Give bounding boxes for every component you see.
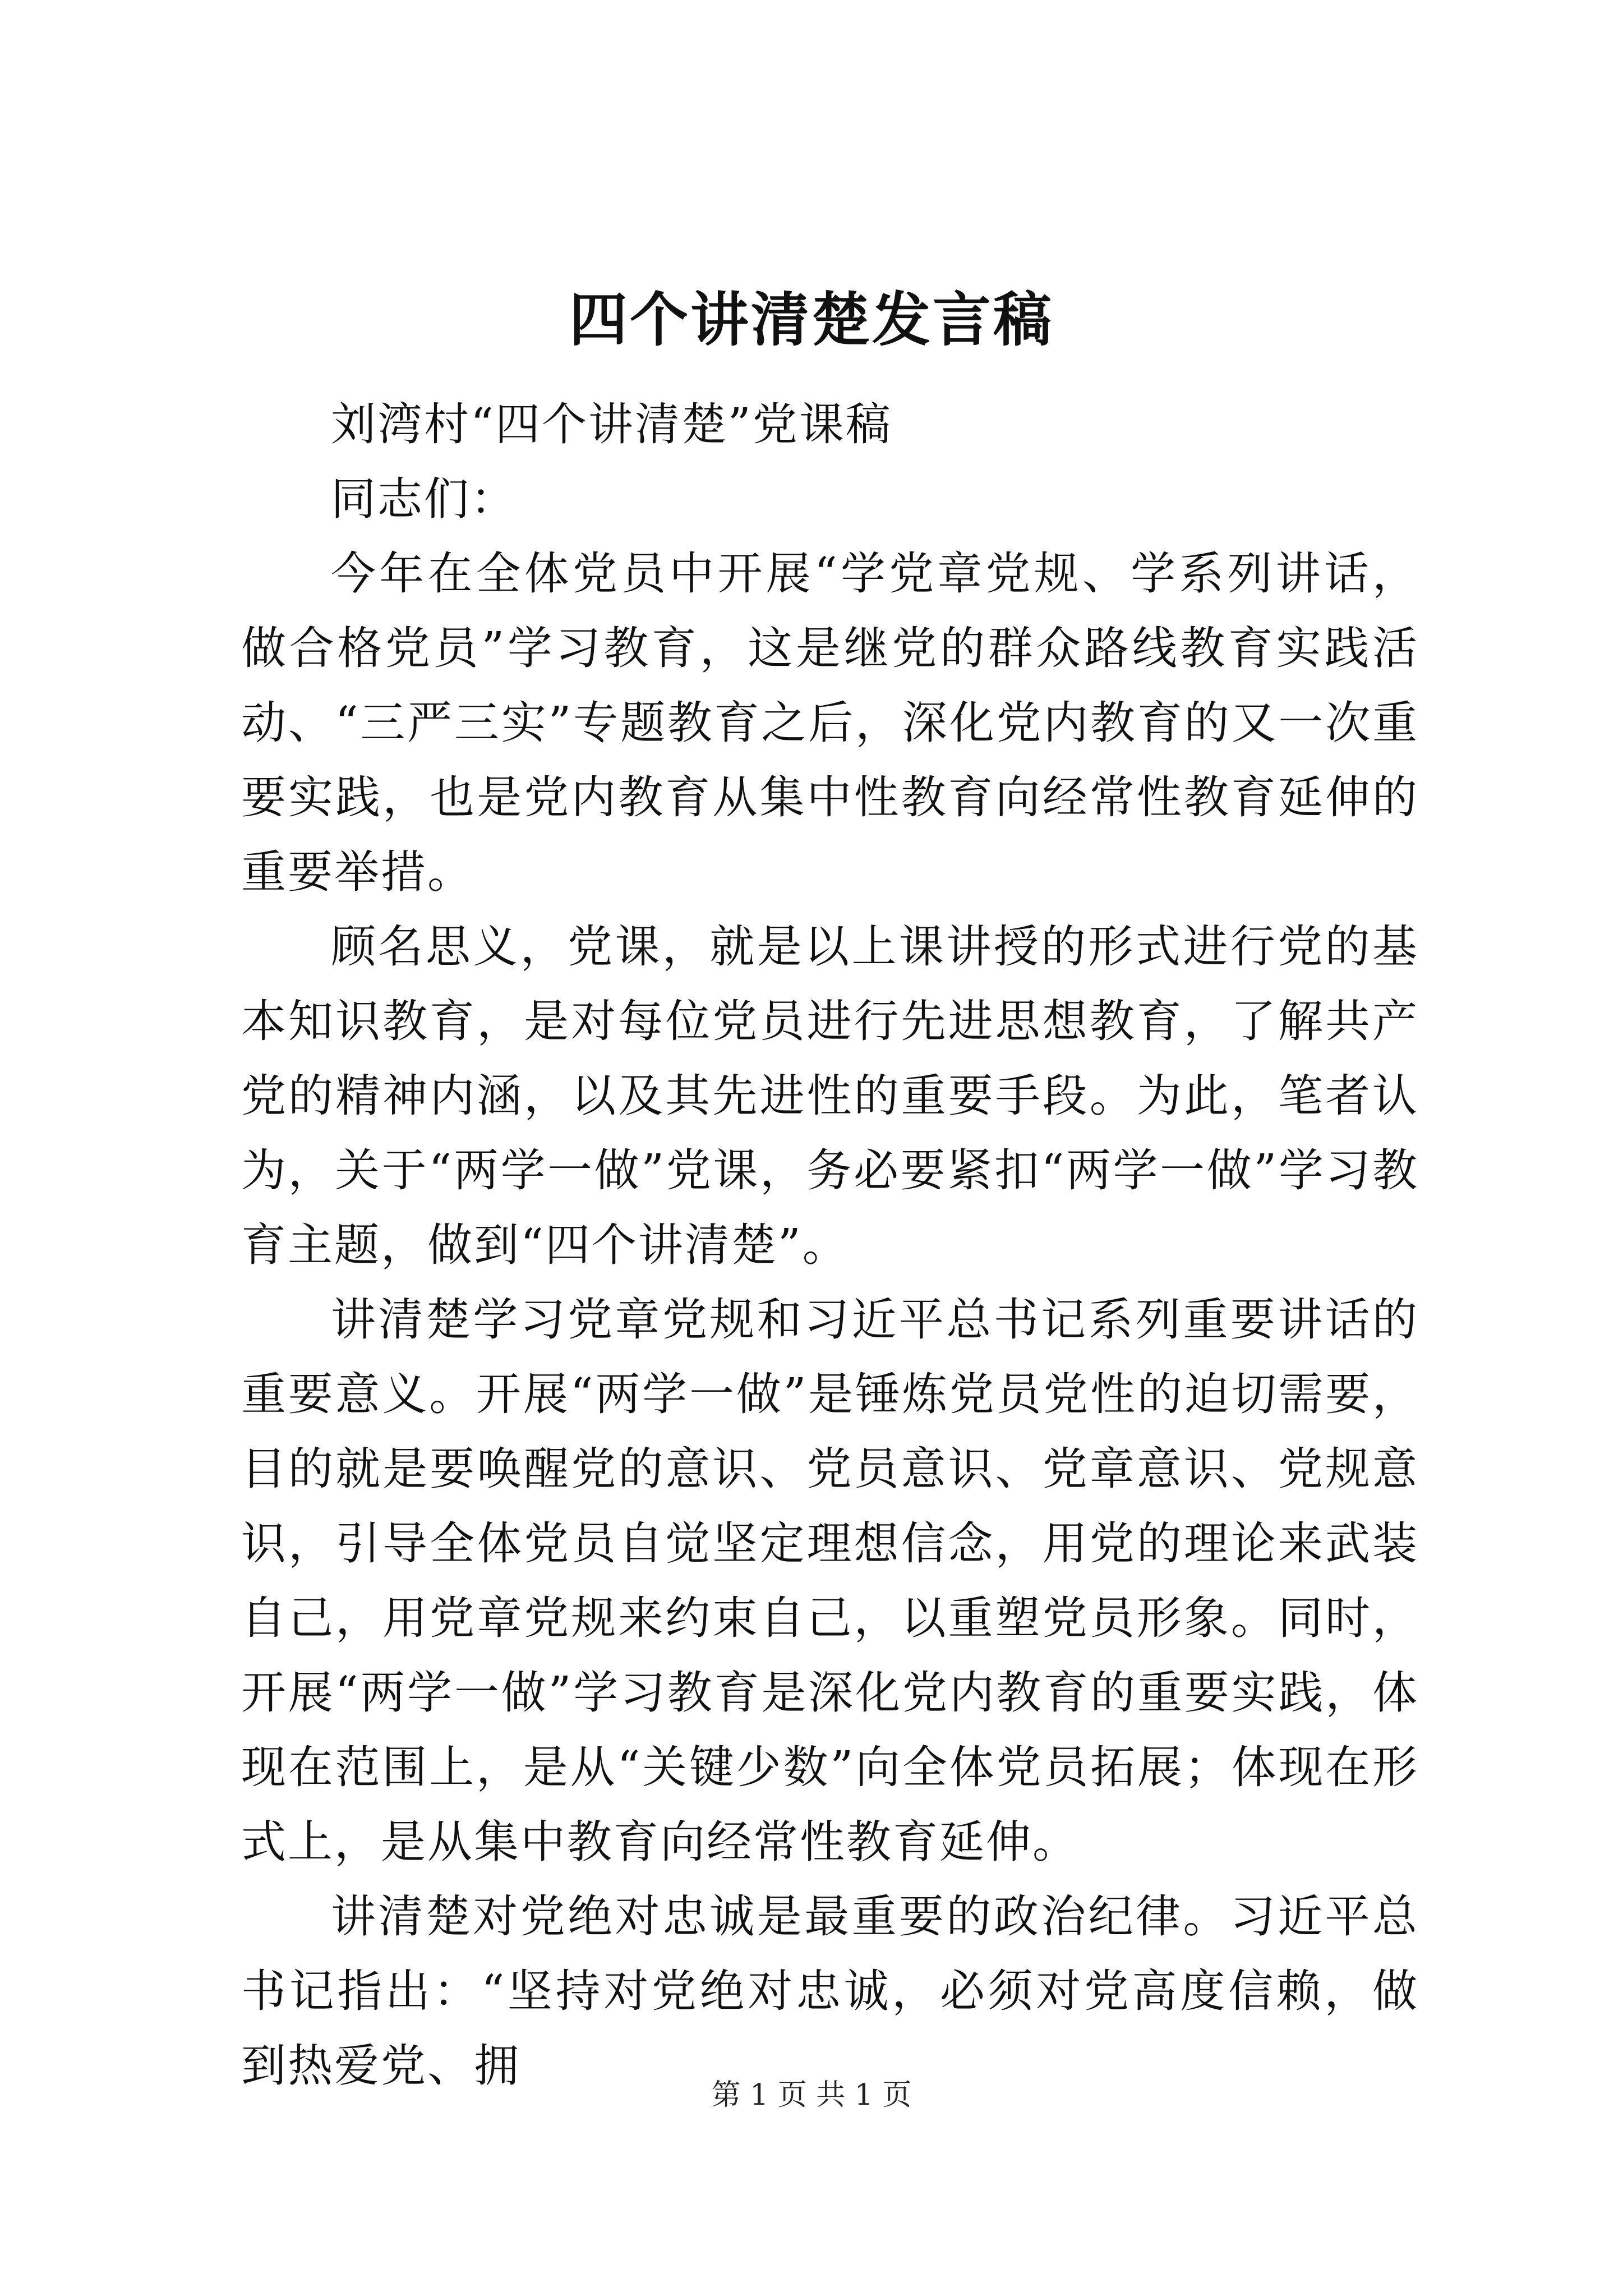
paragraph-significance: 讲清楚学习党章党规和习近平总书记系列重要讲话的重要意义。开展“两学一做”是锤炼党员党性的迫切需要，目的就是要唤醒党的意识、党员意识、党章意识、党规意识，引导全体党员自觉坚定理想信念，用党的理论来武装自己，用党章党规来约束自己，以重塑党员形象。同时，开展“两学一做”学习教育是深化党内教育的重要实践，体现在范围上，是从“关键少数”向全体党员拓展；体现在形式上，是从集中教育向经常性教育延伸。 — [241, 1294, 1419, 1868]
paragraph-party-lecture: 顾名思义，党课，就是以上课讲授的形式进行党的基本知识教育，是对每位党员进行先进思想教育，了解共产党的精神内涵，以及其先进性的重要手段。为此，笔者认为，关于“两学一做”党课，务必要紧扣“两学一做”学习教育主题，做到“四个讲清楚”。 — [241, 921, 1419, 1271]
paragraph-loyalty: 讲清楚对党绝对忠诚是最重要的政治纪律。习近平总书记指出：“坚持对党绝对忠诚，必须对党高度信赖，做到热爱党、拥 — [241, 1890, 1419, 2092]
paragraph-intro: 今年在全体党员中开展“学党章党规、学系列讲话，做合格党员”学习教育，这是继党的群众路线教育实践活动、“三严三实”专题教育之后，深化党内教育的又一次重要实践，也是党内教育从集中性教育向经常性教育延伸的重要举措。 — [241, 547, 1419, 898]
paragraph-subtitle: 刘湾村“四个讲清楚”党课稿 — [331, 398, 892, 450]
document-body — [241, 387, 1419, 2103]
paragraph-salutation: 同志们： — [331, 473, 517, 525]
document-title: 四个讲清楚发言稿 — [569, 285, 1054, 354]
page-footer: 第 1 页 共 1 页 — [711, 2078, 912, 2112]
